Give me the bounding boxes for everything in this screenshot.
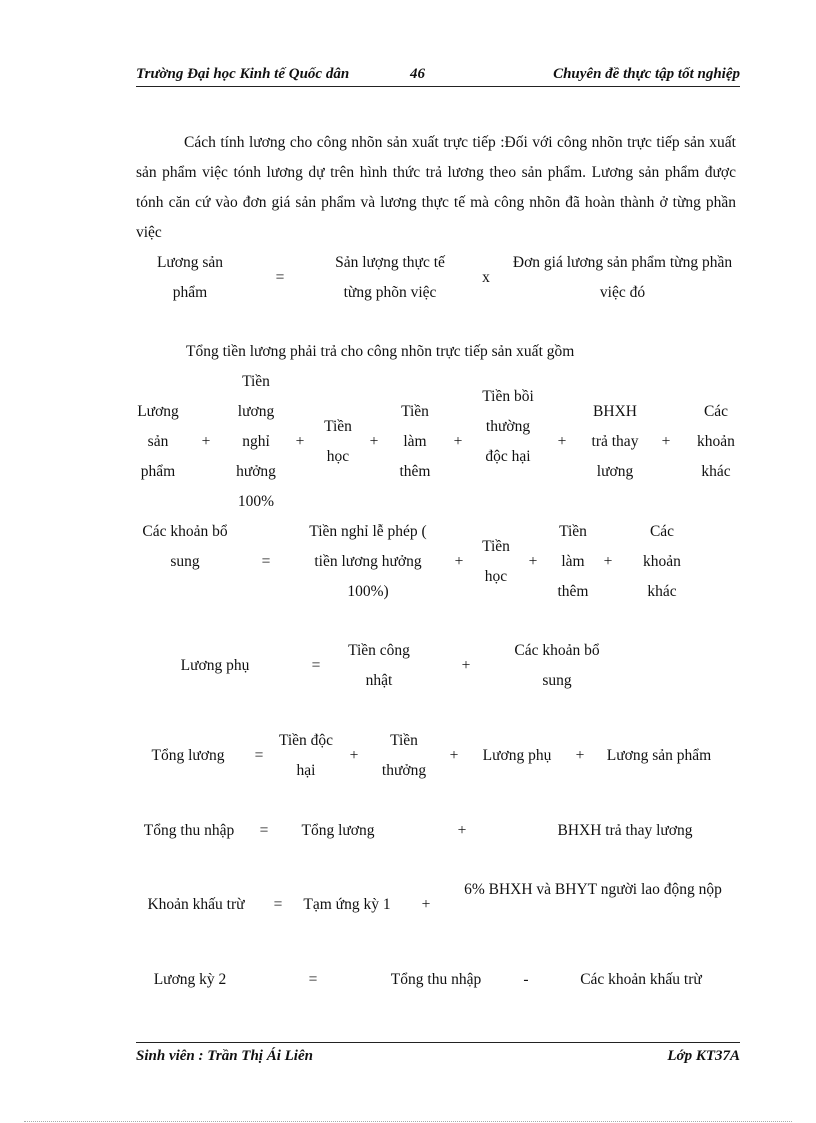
f5-lhs: Tổng lương — [151, 747, 225, 764]
f8-minus: - — [523, 971, 529, 988]
f3-plus-1: + — [454, 553, 464, 570]
f5-term-tien-doc-hai: Tiền độc hại — [278, 732, 334, 779]
page-footer — [136, 1042, 740, 1071]
f2-plus-5: + — [557, 433, 567, 450]
f6-plus: + — [457, 822, 467, 839]
f3-plus-3: + — [603, 553, 613, 570]
f1-times: x — [482, 269, 490, 286]
f4-lhs: Lương phụ — [180, 657, 250, 674]
f7-term-bhxh-bhyt: 6% BHXH và BHYT người lao động nộp — [464, 881, 722, 898]
f5-term-tien-thuong: Tiền thưởng — [381, 732, 427, 779]
f1-equals: = — [275, 269, 285, 286]
f6-equals: = — [259, 822, 269, 839]
intro-text: Cách tính lương cho công nhõn sản xuất trực tiếp :Đối với công nhõn trực tiếp sản xuất sản phẩm việc tónh lương dự trên hình thức trả lương theo sản phẩm. Lương sản phẩm được tónh căn cứ vào đơn giá sản phẩm và lương thực tế mà công nhõn đã hoàn thành ở từng phần việc — [136, 134, 736, 241]
f5-term-luong-san-pham: Lương sản phẩm — [606, 747, 712, 764]
f2-term-tien-hoc: Tiền học — [324, 418, 352, 465]
f5-term-luong-phu: Lương phụ — [482, 747, 552, 764]
f2-term-luong-san-pham: Lương sản phẩm — [137, 403, 179, 480]
f5-equals: = — [254, 747, 264, 764]
f8-lhs: Lương kỳ 2 — [153, 971, 227, 988]
footer-student: Sinh viên : Trần Thị Ái Liên — [136, 1048, 313, 1064]
f3-equals: = — [261, 553, 271, 570]
f5-plus-2: + — [449, 747, 459, 764]
f2-term-bhxh: BHXH trả thay lương — [591, 403, 639, 480]
page-header — [136, 64, 740, 87]
f2-term-tien-lam-them: Tiền làm thêm — [399, 403, 431, 480]
page-bottom-divider — [24, 1121, 792, 1122]
f2-term-tien-luong-nghi: Tiền lương nghỉ hưởng 100% — [236, 373, 276, 510]
f4-plus: + — [461, 657, 471, 674]
f4-term-tien-cong-nhat: Tiền công nhật — [348, 642, 410, 689]
f8-term-cac-khoan-khau-tru: Các khoản khấu trừ — [580, 971, 702, 988]
f2-plus-3: + — [369, 433, 379, 450]
f7-plus: + — [421, 896, 431, 913]
intro-paragraph — [136, 128, 736, 248]
f3-term-tien-lam-them: Tiền làm thêm — [557, 523, 589, 600]
f8-equals: = — [308, 971, 318, 988]
f3-plus-2: + — [528, 553, 538, 570]
f1-term-b: Đơn giá lương sản phẩm từng phần việc đó — [512, 254, 733, 301]
f2-plus-6: + — [661, 433, 671, 450]
f7-term-tam-ung: Tạm ứng kỳ 1 — [303, 896, 391, 913]
f5-plus-3: + — [575, 747, 585, 764]
header-page-number: 46 — [410, 66, 425, 82]
f4-term-cac-khoan-bo-sung: Các khoản bổ sung — [514, 642, 600, 689]
f1-term-a: Sản lượng thực tế từng phõn việc — [335, 254, 445, 301]
f7-lhs: Khoản khấu trừ — [147, 896, 245, 913]
f3-term-tien-hoc: Tiền học — [482, 538, 510, 585]
f6-term-bhxh: BHXH trả thay lương — [557, 822, 693, 839]
header-topic: Chuyên đề thực tập tốt nghiệp — [553, 66, 740, 82]
f5-plus-1: + — [349, 747, 359, 764]
total-intro: Tổng tiền lương phải trả cho công nhõn trực tiếp sản xuất gồm — [186, 343, 575, 360]
f7-equals: = — [273, 896, 283, 913]
f2-term-cac-khoan-khac: Các khoản khác — [697, 403, 735, 480]
f6-term-tong-luong: Tổng lương — [301, 822, 375, 839]
f3-term-cac-khoan-khac: Các khoản khác — [643, 523, 681, 600]
header-school: Trường Đại học Kinh tế Quốc dân — [136, 66, 350, 82]
f8-term-tong-thu-nhap: Tổng thu nhập — [390, 971, 482, 988]
f1-lhs: Lương sản phẩm — [156, 254, 224, 301]
f2-plus-2: + — [295, 433, 305, 450]
f4-equals: = — [311, 657, 321, 674]
f2-plus-1: + — [201, 433, 211, 450]
footer-class: Lớp KT37A — [667, 1048, 740, 1064]
f2-plus-4: + — [453, 433, 463, 450]
f3-lhs: Các khoản bổ sung — [142, 523, 228, 570]
f3-term-tien-nghi-le: Tiền nghỉ lễ phép ( tiền lương hưởng 100%) — [309, 523, 427, 600]
f2-term-tien-boi-thuong: Tiền bồi thường độc hại — [482, 388, 534, 465]
f6-lhs: Tổng thu nhập — [143, 822, 235, 839]
